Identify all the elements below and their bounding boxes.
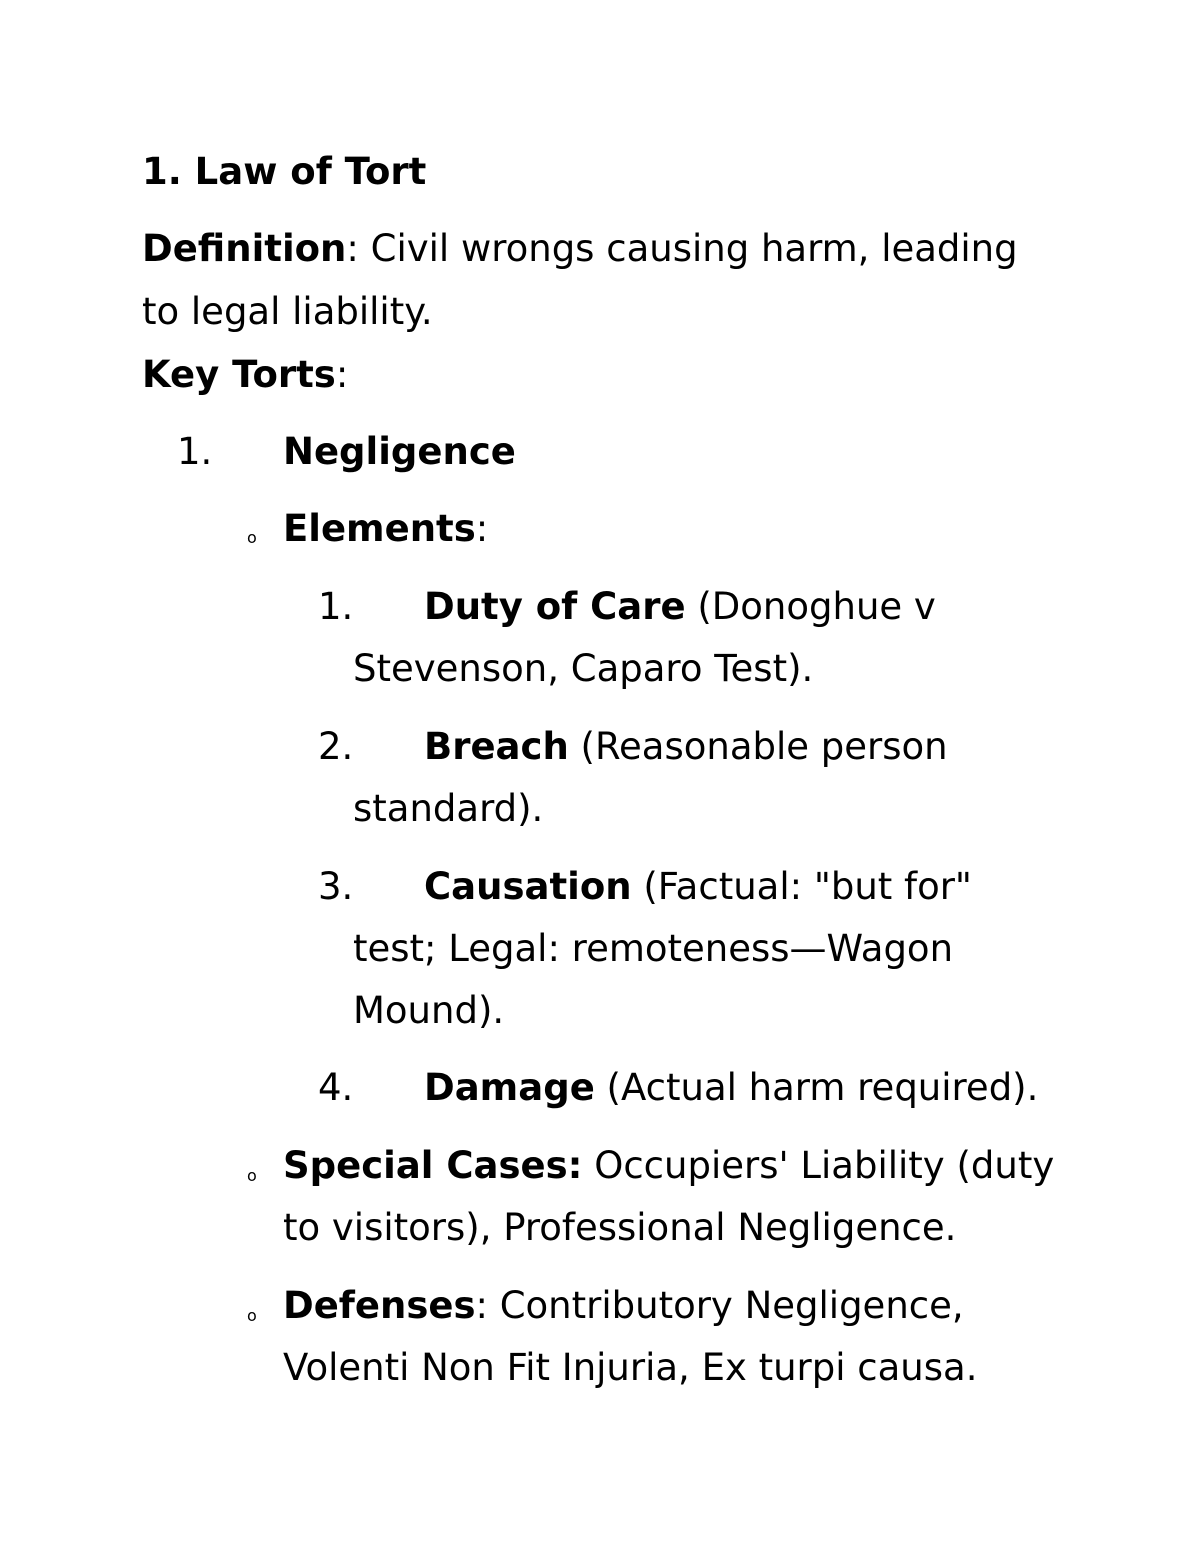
element-number: 4. (318, 1066, 354, 1109)
defenses-line-1 (283, 1284, 964, 1328)
element-line-2: Stevenson, Caparo Test). (353, 647, 814, 690)
special-cases-colon: : (567, 1144, 583, 1187)
element-line-1 (424, 865, 972, 909)
elements-line (283, 507, 488, 551)
tort-number: 1. (177, 430, 213, 473)
element-line-1 (424, 725, 948, 769)
element-line-1 (424, 585, 936, 629)
element-number: 2. (318, 725, 354, 768)
special-cases-line-2: to visitors), Professional Negligence. (283, 1206, 957, 1249)
definition-text: Civil wrongs causing harm, leading (358, 227, 1018, 270)
defenses-text: Contributory Negligence, (487, 1284, 964, 1327)
bullet-special-cases: o (247, 1166, 257, 1185)
definition-label: Definition (142, 227, 347, 270)
tort-title: Negligence (283, 430, 516, 473)
special-cases-text: Occupiers' Liability (duty (582, 1144, 1055, 1187)
element-line-2: standard). (353, 787, 544, 830)
definition-line-2 (142, 290, 433, 334)
element-number: 1. (318, 585, 354, 628)
key-torts-colon: : (335, 353, 349, 396)
definition-line-1 (142, 227, 1018, 271)
key-torts-label: Key Torts (142, 353, 336, 396)
bullet-defenses: o (247, 1306, 257, 1325)
element-term: Causation (424, 865, 632, 908)
defenses-line-2: Volenti Non Fit Injuria, Ex turpi causa. (283, 1346, 978, 1389)
element-line-2: test; Legal: remoteness—Wagon (353, 927, 954, 970)
element-term: Breach (424, 725, 569, 768)
definition-text-cont: to legal liability. (142, 290, 433, 333)
element-line-1 (424, 1066, 1038, 1110)
defenses-label: Defenses (283, 1284, 476, 1327)
element-text: (Actual harm required). (594, 1066, 1039, 1109)
defenses-colon: : (475, 1284, 488, 1327)
elements-label: Elements (283, 507, 476, 550)
element-number: 3. (318, 865, 354, 908)
section-heading: 1. Law of Tort (142, 150, 427, 193)
element-term: Duty of Care (424, 585, 686, 628)
special-cases-label: Special Cases (283, 1144, 568, 1187)
element-line-3: Mound). (353, 989, 505, 1032)
elements-colon: : (475, 507, 489, 550)
bullet-elements: o (247, 528, 257, 547)
element-text: (Donoghue v (685, 585, 936, 628)
key-torts-line (142, 353, 348, 397)
element-text: (Reasonable person (568, 725, 948, 768)
special-cases-line-1 (283, 1144, 1054, 1188)
element-term: Damage (424, 1066, 595, 1109)
definition-colon: : (346, 227, 359, 270)
element-text: (Factual: "but for" (631, 865, 972, 908)
